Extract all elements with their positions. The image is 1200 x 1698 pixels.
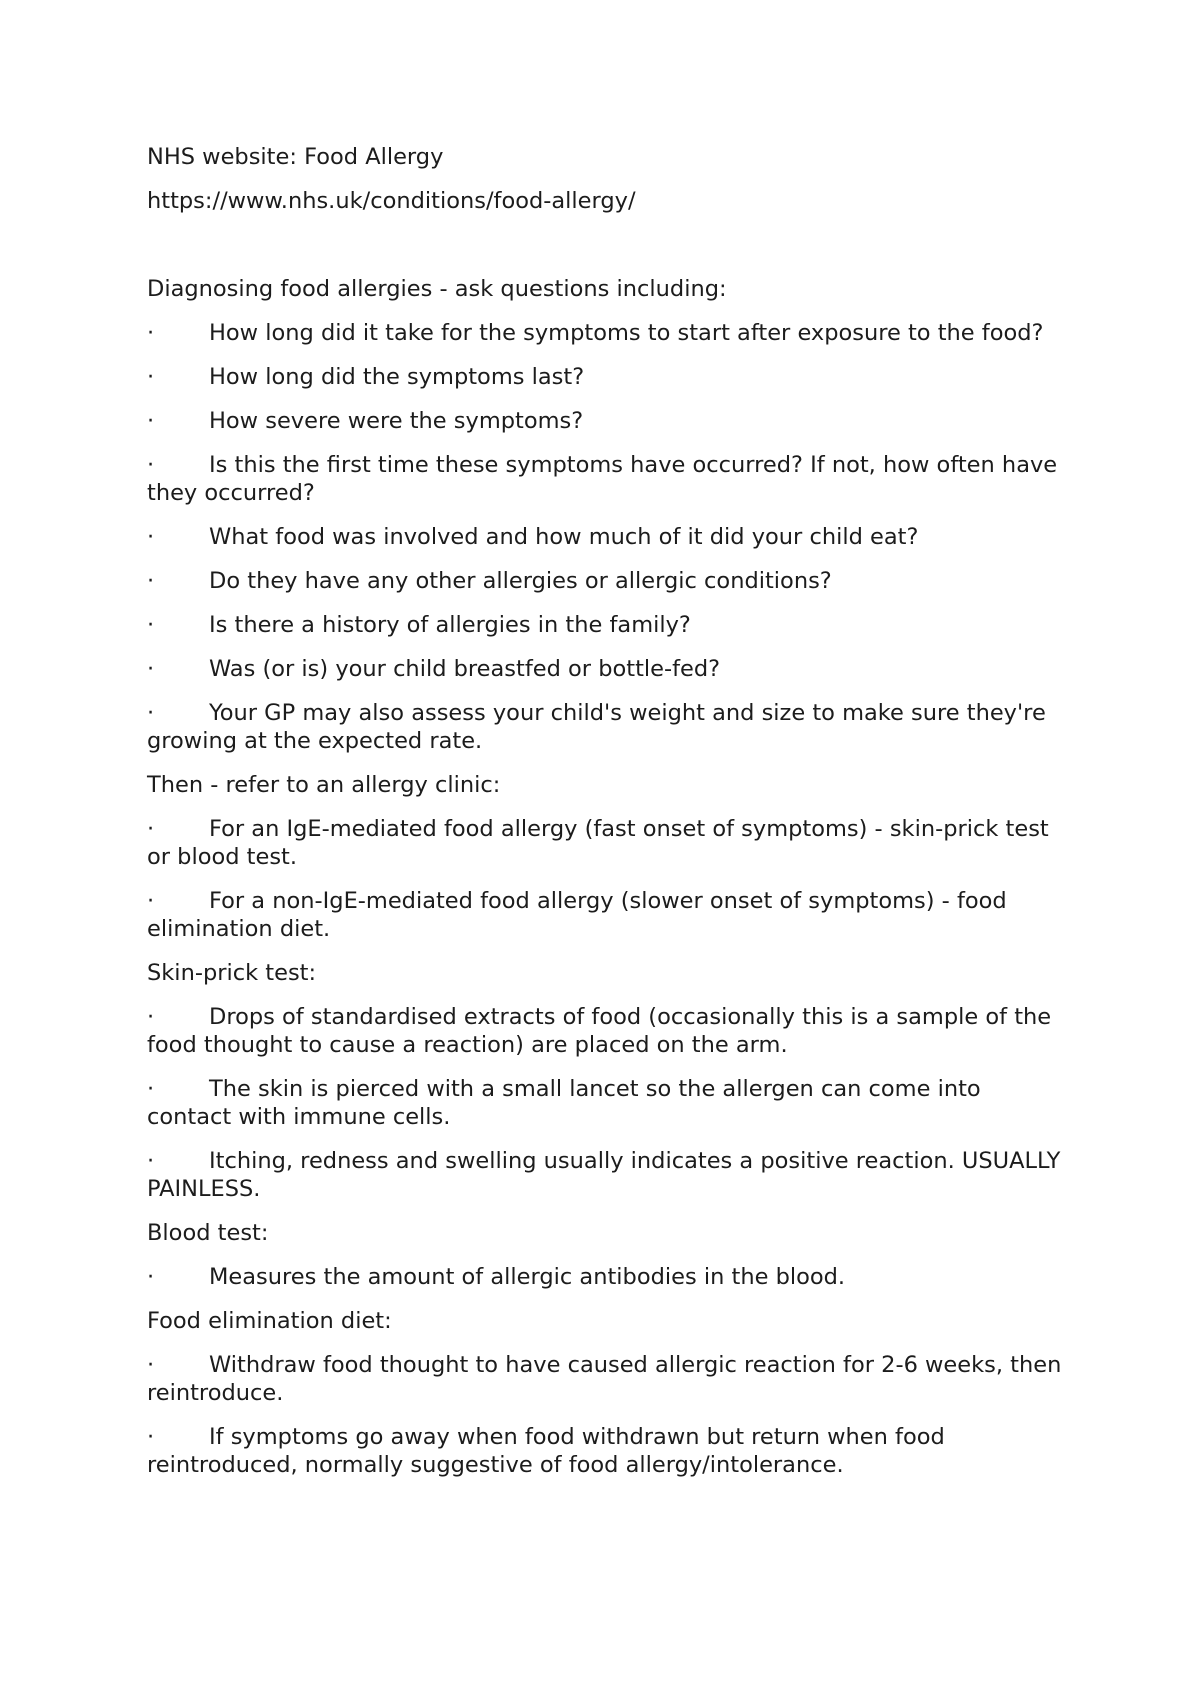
bullet-icon: · xyxy=(147,700,155,726)
list-item: · If symptoms go away when food withdrawn but return when food reintroduced, normally suggestive of food allergy/intolerance. xyxy=(147,1424,945,1478)
document-title: NHS website: Food Allergy xyxy=(147,144,444,170)
bullet-icon: · xyxy=(147,1424,155,1450)
list-item: · What food was involved and how much of it did your child eat? xyxy=(147,524,919,550)
list-item: · Do they have any other allergies or allergic conditions? xyxy=(147,568,832,594)
bullet-icon: · xyxy=(147,1076,155,1102)
bullet-icon: · xyxy=(147,320,155,346)
bullet-icon: · xyxy=(147,816,155,842)
list-item: · Is this the first time these symptoms have occurred? If not, how often have they occurred? xyxy=(147,452,1058,506)
bullet-icon: · xyxy=(147,612,155,638)
list-item: · For an IgE-mediated food allergy (fast onset of symptoms) - skin-prick test or blood test. xyxy=(147,816,1049,870)
list-item: · How long did it take for the symptoms to start after exposure to the food? xyxy=(147,320,1044,346)
bullet-icon: · xyxy=(147,524,155,550)
section-heading-refer: Then - refer to an allergy clinic: xyxy=(147,772,501,798)
list-item: · Drops of standardised extracts of food (occasionally this is a sample of the food thought to cause a reaction) are placed on the arm. xyxy=(147,1004,1052,1058)
section-heading-diagnosing: Diagnosing food allergies - ask questions including: xyxy=(147,276,727,302)
list-item: · For a non-IgE-mediated food allergy (slower onset of symptoms) - food elimination diet. xyxy=(147,888,1007,942)
list-item: · Withdraw food thought to have caused allergic reaction for 2-6 weeks, then reintroduce. xyxy=(147,1352,1062,1406)
document-body xyxy=(147,143,1067,1495)
bullet-icon: · xyxy=(147,364,155,390)
bullet-icon: · xyxy=(147,452,155,478)
list-item: · Measures the amount of allergic antibodies in the blood. xyxy=(147,1264,846,1290)
bullet-icon: · xyxy=(147,568,155,594)
bullet-icon: · xyxy=(147,656,155,682)
bullet-icon: · xyxy=(147,1352,155,1378)
spacer xyxy=(147,231,1067,275)
list-item: · How severe were the symptoms? xyxy=(147,408,584,434)
list-item: · How long did the symptoms last? xyxy=(147,364,585,390)
section-heading-elimination-diet: Food elimination diet: xyxy=(147,1308,392,1334)
list-item: · Is there a history of allergies in the family? xyxy=(147,612,691,638)
list-item: · The skin is pierced with a small lancet so the allergen can come into contact with immune cells. xyxy=(147,1076,981,1130)
list-item: · Itching, redness and swelling usually indicates a positive reaction. USUALLY PAINLESS. xyxy=(147,1148,1061,1202)
bullet-icon: · xyxy=(147,408,155,434)
source-url: https://www.nhs.uk/conditions/food-allergy/ xyxy=(147,188,636,214)
bullet-icon: · xyxy=(147,1004,155,1030)
section-heading-skin-prick: Skin-prick test: xyxy=(147,960,317,986)
list-item: · Was (or is) your child breastfed or bottle-fed? xyxy=(147,656,721,682)
list-item: · Your GP may also assess your child's weight and size to make sure they're growing at the expected rate. xyxy=(147,700,1046,754)
section-heading-blood-test: Blood test: xyxy=(147,1220,269,1246)
bullet-icon: · xyxy=(147,1264,155,1290)
bullet-icon: · xyxy=(147,888,155,914)
bullet-icon: · xyxy=(147,1148,155,1174)
